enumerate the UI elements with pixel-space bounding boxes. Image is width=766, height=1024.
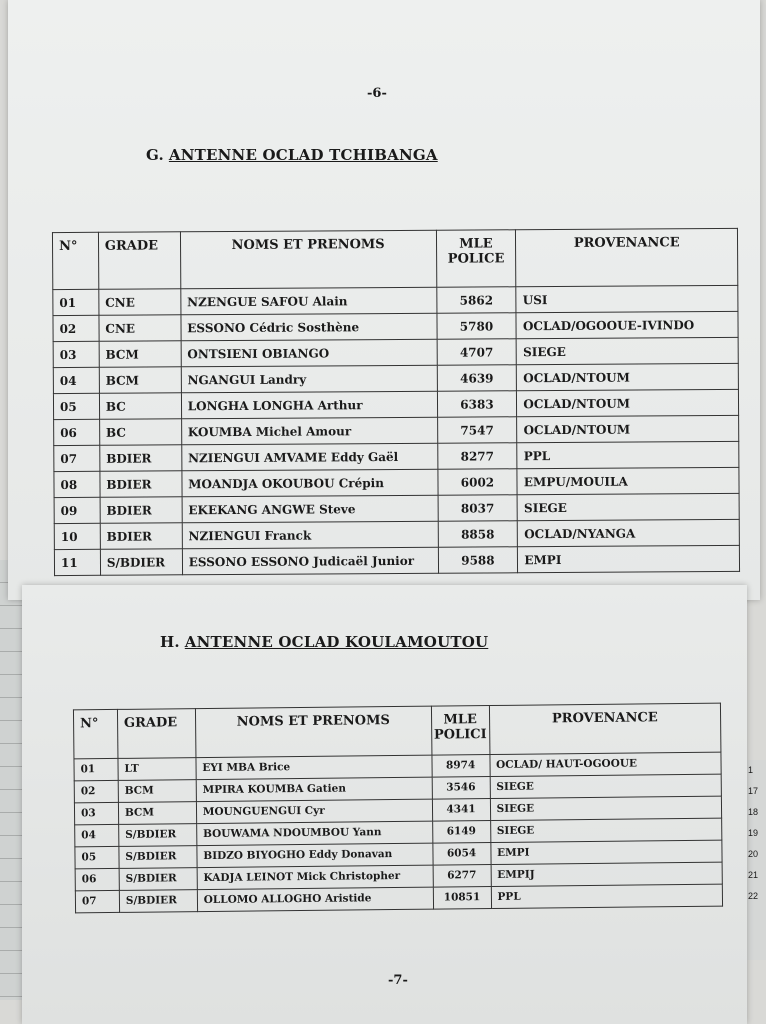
provenance-cell: OCLAD/OGOOUE-IVINDO — [516, 311, 738, 338]
grade-cell: BC — [99, 419, 181, 445]
full-name-cell: KADJA LEINOT Mick Christopher — [197, 865, 433, 889]
provenance-cell: SIEGE — [517, 493, 739, 520]
grade-cell: S/BDIER — [119, 824, 197, 847]
col-header-names: NOMS ET PRENOMS — [195, 706, 431, 757]
full-name-cell: EYI MBA Brice — [196, 755, 432, 779]
grade-cell: BDIER — [100, 523, 182, 549]
police-id-cell: 6383 — [437, 391, 517, 417]
table-row — [54, 545, 739, 575]
grade-cell: BDIER — [100, 471, 182, 497]
row-number-cell: 04 — [75, 824, 119, 846]
grade-cell: BCM — [99, 341, 181, 367]
provenance-cell: SIEGE — [490, 796, 722, 820]
section-letter: H. — [160, 633, 180, 651]
row-number-cell: 05 — [75, 846, 119, 868]
full-name-cell: EKEKANG ANGWE Steve — [182, 495, 438, 523]
page-number-top: -6- — [367, 86, 387, 101]
provenance-cell: EMPU/MOUILA — [517, 467, 739, 494]
section-title-g — [146, 146, 438, 164]
col-header-names: NOMS ET PRENOMS — [180, 230, 436, 289]
full-name-cell: MPIRA KOUMBA Gatien — [196, 777, 432, 801]
row-number-cell: 03 — [74, 802, 118, 824]
police-id-cell: 8974 — [432, 755, 490, 778]
col-header-num: N° — [52, 232, 98, 289]
provenance-cell: EMPIJ — [491, 862, 723, 886]
full-name-cell: NGANGUI Landry — [181, 365, 437, 393]
provenance-cell: OCLAD/NTOUM — [517, 389, 739, 416]
police-id-cell: 3546 — [432, 777, 490, 800]
full-name-cell: ONTSIENI OBIANGO — [181, 339, 437, 367]
provenance-cell: USI — [516, 285, 738, 312]
row-number-cell: 05 — [53, 393, 99, 419]
col-header-mle: MLE POLICE — [436, 230, 516, 287]
roster-table-tchibanga — [52, 228, 740, 576]
police-id-cell: 7547 — [437, 417, 517, 443]
provenance-cell: PPL — [491, 884, 723, 908]
row-number-cell: 09 — [54, 497, 100, 523]
full-name-cell: ESSONO ESSONO Judicaël Junior — [182, 547, 438, 575]
police-id-cell: 6149 — [432, 821, 490, 844]
grade-cell: S/BDIER — [100, 549, 182, 575]
section-title-h — [160, 633, 488, 651]
page-number-bottom: -7- — [388, 973, 408, 988]
full-name-cell: ESSONO Cédric Sosthène — [181, 313, 437, 341]
police-id-cell: 5862 — [436, 287, 516, 313]
police-id-cell: 4707 — [437, 339, 517, 365]
edge-number: 21 — [748, 870, 759, 880]
full-name-cell: LONGHA LONGHA Arthur — [181, 391, 437, 419]
grade-cell: S/BDIER — [119, 868, 197, 891]
col-header-provenance: PROVENANCE — [516, 228, 738, 286]
grade-cell: CNE — [99, 315, 181, 341]
grade-cell: BCM — [99, 367, 181, 393]
provenance-cell: EMPI — [518, 545, 740, 572]
police-id-cell: 4639 — [437, 365, 517, 391]
row-number-cell: 02 — [53, 315, 99, 341]
row-number-cell: 01 — [53, 289, 99, 315]
col-header-mle: MLE POLICI — [431, 706, 489, 756]
edge-number: 17 — [748, 786, 759, 796]
table-header-row — [52, 228, 737, 289]
police-id-cell: 8277 — [437, 443, 517, 469]
police-id-cell: 4341 — [432, 799, 490, 822]
grade-cell: BDIER — [100, 497, 182, 523]
col-header-grade: GRADE — [98, 232, 180, 289]
grade-cell: S/BDIER — [119, 890, 197, 913]
row-number-cell: 06 — [54, 419, 100, 445]
police-id-cell: 10851 — [433, 887, 491, 910]
full-name-cell: KOUMBA Michel Amour — [181, 417, 437, 445]
police-id-cell: 5780 — [436, 313, 516, 339]
provenance-cell: OCLAD/NTOUM — [517, 415, 739, 442]
provenance-cell: PPL — [517, 441, 739, 468]
edge-number: 18 — [748, 807, 759, 817]
row-number-cell: 06 — [75, 868, 119, 890]
full-name-cell: NZIENGUI AMVAME Eddy Gaël — [181, 443, 437, 471]
edge-number: 22 — [748, 891, 759, 901]
grade-cell: BCM — [118, 780, 196, 803]
row-number-cell: 04 — [53, 367, 99, 393]
col-header-num: N° — [73, 709, 117, 758]
row-number-cell: 03 — [53, 341, 99, 367]
full-name-cell: MOUNGUENGUI Cyr — [196, 799, 432, 823]
grade-cell: BCM — [118, 802, 196, 825]
provenance-cell: OCLAD/ HAUT-OGOOUE — [490, 752, 722, 776]
police-id-cell: 8858 — [438, 521, 518, 547]
full-name-cell: OLLOMO ALLOGHO Aristide — [197, 887, 433, 911]
row-number-cell: 08 — [54, 471, 100, 497]
row-number-cell: 01 — [74, 758, 118, 780]
provenance-cell: SIEGE — [490, 818, 722, 842]
row-number-cell: 02 — [74, 780, 118, 802]
provenance-cell: SIEGE — [516, 337, 738, 364]
edge-number: 20 — [748, 849, 759, 859]
grade-cell: BDIER — [100, 445, 182, 471]
provenance-cell: EMPI — [490, 840, 722, 864]
col-header-provenance: PROVENANCE — [489, 703, 721, 754]
row-number-cell: 07 — [54, 445, 100, 471]
police-id-cell: 6002 — [437, 469, 517, 495]
grade-cell: CNE — [99, 289, 181, 315]
edge-number: 1 — [748, 765, 754, 775]
police-id-cell: 9588 — [438, 547, 518, 573]
col-header-grade: GRADE — [117, 709, 195, 759]
edge-number: 19 — [748, 828, 759, 838]
provenance-cell: OCLAD/NYANGA — [518, 519, 740, 546]
police-id-cell: 8037 — [438, 495, 518, 521]
full-name-cell: NZIENGUI Franck — [182, 521, 438, 549]
provenance-cell: SIEGE — [490, 774, 722, 798]
row-number-cell: 07 — [75, 890, 119, 912]
full-name-cell: MOANDJA OKOUBOU Crépin — [182, 469, 438, 497]
full-name-cell: NZENGUE SAFOU Alain — [181, 287, 437, 315]
grade-cell: S/BDIER — [119, 846, 197, 869]
police-id-cell: 6277 — [433, 865, 491, 888]
roster-table-koulamoutou — [73, 703, 723, 914]
table-body — [53, 285, 740, 575]
section-name: ANTENNE OCLAD TCHIBANGA — [168, 146, 438, 164]
table-body — [74, 752, 723, 913]
row-number-cell: 11 — [54, 549, 100, 575]
row-number-cell: 10 — [54, 523, 100, 549]
grade-cell: LT — [118, 758, 196, 781]
police-id-cell: 6054 — [432, 843, 490, 866]
full-name-cell: BOUWAMA NDOUMBOU Yann — [196, 821, 432, 845]
section-name: ANTENNE OCLAD KOULAMOUTOU — [184, 633, 489, 651]
full-name-cell: BIDZO BIYOGHO Eddy Donavan — [197, 843, 433, 867]
provenance-cell: OCLAD/NTOUM — [517, 363, 739, 390]
grade-cell: BC — [99, 393, 181, 419]
section-letter: G. — [146, 146, 164, 164]
table-header-row — [73, 703, 720, 759]
